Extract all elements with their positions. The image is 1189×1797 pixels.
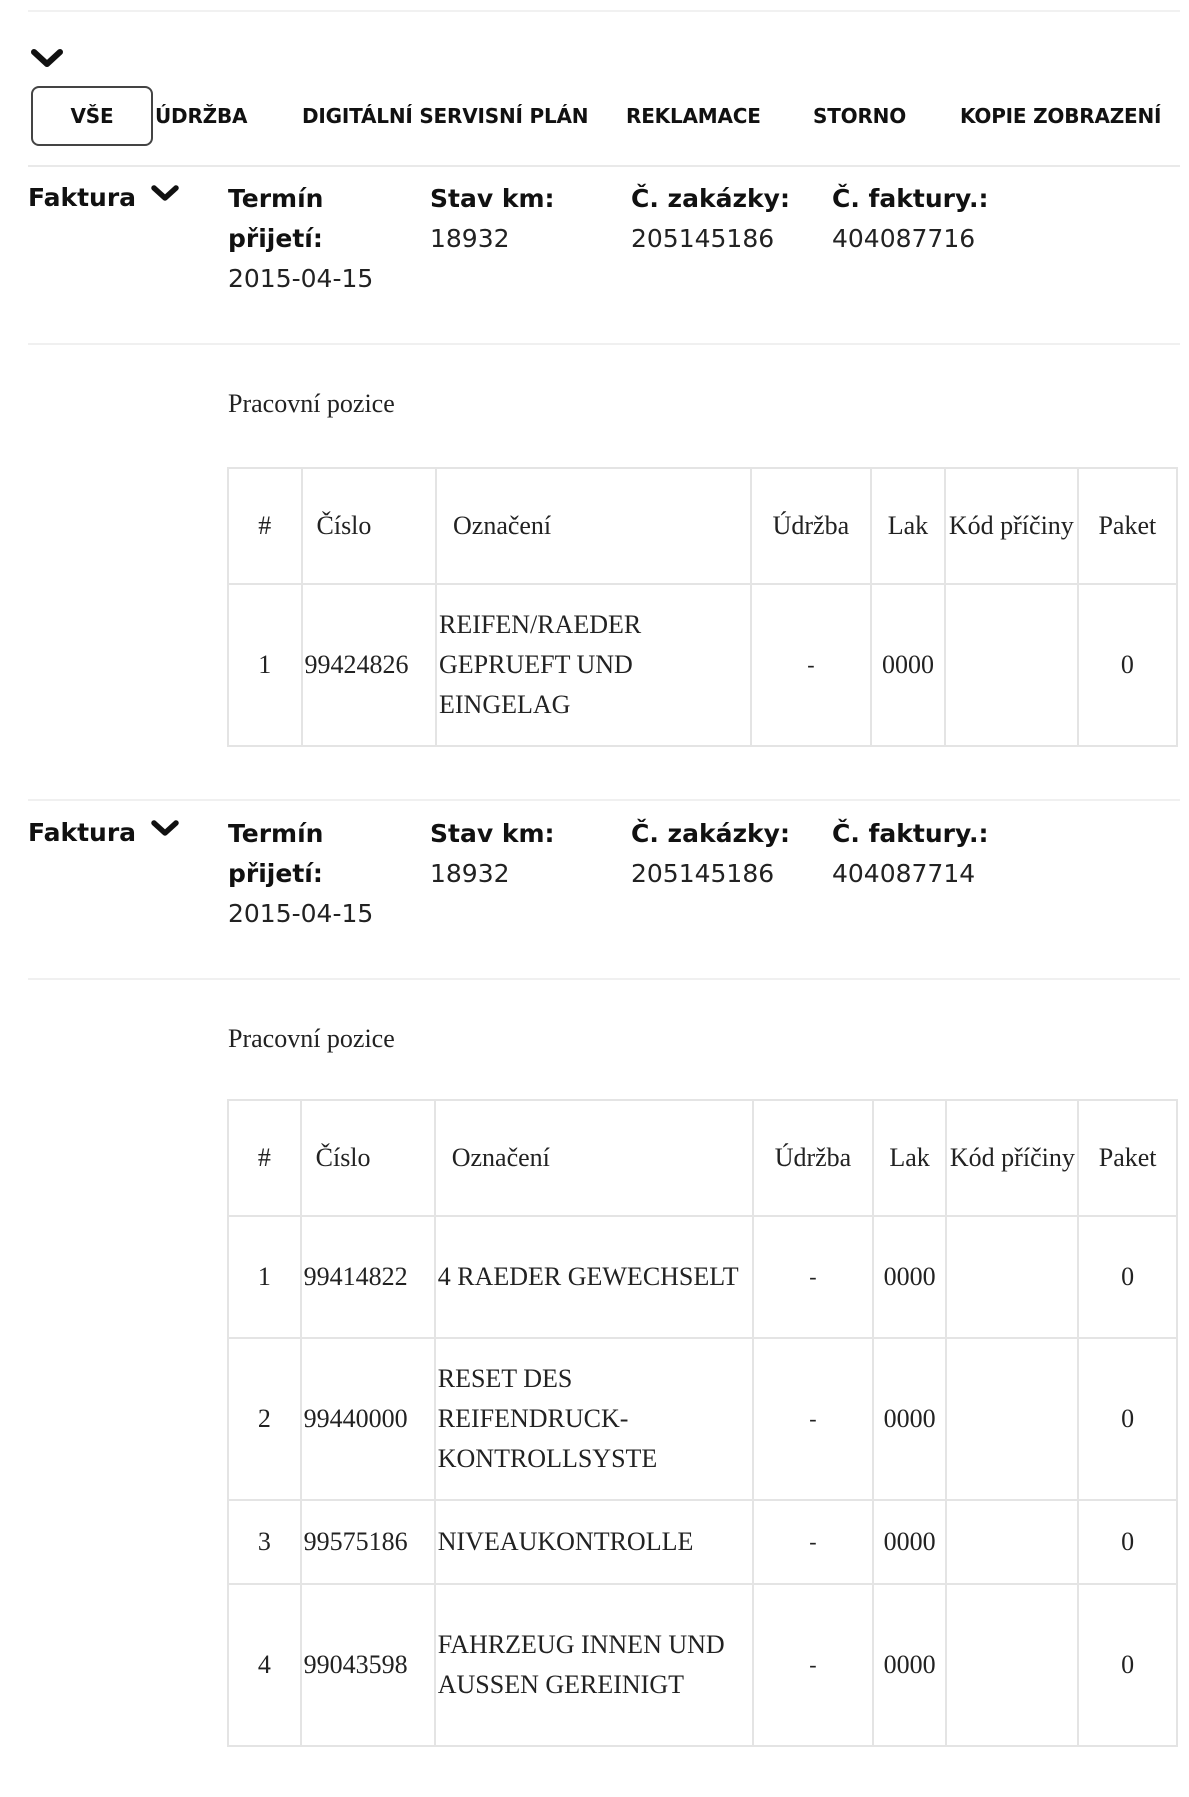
invoice-heading: Faktura xyxy=(28,818,137,847)
row-num: 1 xyxy=(228,1216,301,1338)
zakazka-value: 205145186 xyxy=(631,859,775,888)
faktura-label: Č. faktury.: xyxy=(832,819,989,848)
row-kod xyxy=(946,1216,1078,1338)
zakazka-label: Č. zakázky: xyxy=(631,184,790,213)
termin-label: Termín xyxy=(228,184,324,213)
col-header: Označení xyxy=(435,1100,753,1216)
row-lak: 0000 xyxy=(873,1338,947,1500)
tab-reklamace[interactable]: REKLAMACE xyxy=(626,104,761,128)
col-header: Lak xyxy=(871,468,945,584)
col-header: Údržba xyxy=(751,468,871,584)
col-header: # xyxy=(228,1100,301,1216)
row-paket: 0 xyxy=(1078,1500,1177,1584)
col-header: Označení xyxy=(436,468,751,584)
col-header: Číslo xyxy=(302,468,437,584)
row-paket: 0 xyxy=(1078,584,1177,746)
row-oznaceni: NIVEAUKONTROLLE xyxy=(435,1500,753,1584)
row-kod xyxy=(946,1500,1078,1584)
row-paket: 0 xyxy=(1078,1216,1177,1338)
col-header: Paket xyxy=(1078,1100,1177,1216)
row-oznaceni: RESET DES REIFENDRUCK-KONTROLLSYSTE xyxy=(435,1338,753,1500)
col-header: Údržba xyxy=(753,1100,872,1216)
faktura-value: 404087716 xyxy=(832,224,976,253)
row-paket: 0 xyxy=(1078,1338,1177,1500)
col-header: Kód příčiny xyxy=(946,1100,1078,1216)
col-header: Lak xyxy=(873,1100,947,1216)
col-header: Číslo xyxy=(301,1100,435,1216)
top-divider xyxy=(28,10,1180,12)
chevron-down-icon xyxy=(151,184,179,204)
filters-divider xyxy=(28,165,1180,167)
section-title: Pracovní pozice xyxy=(228,389,395,418)
row-oznaceni: REIFEN/RAEDER GEPRUEFT UND EINGELAG xyxy=(436,584,751,746)
termin-label: Termín xyxy=(228,819,324,848)
invoice-toggle[interactable] xyxy=(28,818,179,847)
tab-kopie-zobrazeni[interactable]: KOPIE ZOBRAZENÍ xyxy=(960,104,1162,128)
table-row xyxy=(228,1500,1177,1584)
tab-storno[interactable]: STORNO xyxy=(813,104,906,128)
zakazka-value: 205145186 xyxy=(631,224,775,253)
row-kod xyxy=(945,584,1078,746)
km-value: 18932 xyxy=(430,224,510,253)
km-label: Stav km: xyxy=(430,184,555,213)
row-num: 2 xyxy=(228,1338,301,1500)
termin-label-2: přijetí: xyxy=(228,859,323,888)
row-cislo: 99414822 xyxy=(301,1216,435,1338)
row-oznaceni: 4 RAEDER GEWECHSELT xyxy=(435,1216,753,1338)
filter-tabs xyxy=(28,86,1180,150)
row-num: 1 xyxy=(228,584,302,746)
tab-udrzba[interactable]: ÚDRŽBA xyxy=(155,104,248,128)
row-udrzba: - xyxy=(751,584,871,746)
row-kod xyxy=(946,1584,1078,1746)
section-divider xyxy=(28,343,1180,345)
row-lak: 0000 xyxy=(873,1500,947,1584)
row-cislo: 99575186 xyxy=(301,1500,435,1584)
cislo-faktury xyxy=(832,179,989,259)
col-header: Paket xyxy=(1078,468,1177,584)
table-row xyxy=(228,1216,1177,1338)
km-value: 18932 xyxy=(430,859,510,888)
termin-value: 2015-04-15 xyxy=(228,899,374,928)
row-udrzba: - xyxy=(753,1216,872,1338)
km-label: Stav km: xyxy=(430,819,555,848)
cislo-zakazky xyxy=(631,179,790,259)
row-udrzba: - xyxy=(753,1584,872,1746)
positions-table xyxy=(227,1099,1178,1747)
chevron-down-icon[interactable] xyxy=(31,48,63,70)
faktura-value: 404087714 xyxy=(832,859,976,888)
cislo-zakazky xyxy=(631,814,790,894)
termin-value: 2015-04-15 xyxy=(228,264,374,293)
row-kod xyxy=(946,1338,1078,1500)
table-row xyxy=(228,584,1177,746)
cislo-faktury xyxy=(832,814,989,894)
col-header: Kód příčiny xyxy=(945,468,1078,584)
row-paket: 0 xyxy=(1078,1584,1177,1746)
section-title: Pracovní pozice xyxy=(228,1024,395,1053)
table-row xyxy=(228,1584,1177,1746)
row-cislo: 99424826 xyxy=(302,584,437,746)
zakazka-label: Č. zakázky: xyxy=(631,819,790,848)
row-lak: 0000 xyxy=(871,584,945,746)
row-lak: 0000 xyxy=(873,1584,947,1746)
stav-km xyxy=(430,179,555,259)
table-header-row xyxy=(228,468,1177,584)
invoice-heading: Faktura xyxy=(28,183,137,212)
tab-digitalni-servisni-plan[interactable]: DIGITÁLNÍ SERVISNÍ PLÁN xyxy=(302,104,589,128)
termin-label-2: přijetí: xyxy=(228,224,323,253)
table-header-row xyxy=(228,1100,1177,1216)
faktura-label: Č. faktury.: xyxy=(832,184,989,213)
invoice-divider xyxy=(28,799,1180,801)
termin-prijeti xyxy=(228,814,373,934)
row-cislo: 99043598 xyxy=(301,1584,435,1746)
stav-km xyxy=(430,814,555,894)
row-num: 4 xyxy=(228,1584,301,1746)
termin-prijeti xyxy=(228,179,373,299)
row-cislo: 99440000 xyxy=(301,1338,435,1500)
row-udrzba: - xyxy=(753,1500,872,1584)
row-oznaceni: FAHRZEUG INNEN UND AUSSEN GEREINIGT xyxy=(435,1584,753,1746)
col-header: # xyxy=(228,468,302,584)
chevron-down-icon xyxy=(151,819,179,839)
section-divider xyxy=(28,978,1180,980)
tab-vse[interactable]: VŠE xyxy=(31,86,153,146)
row-num: 3 xyxy=(228,1500,301,1584)
row-udrzba: - xyxy=(753,1338,872,1500)
positions-table xyxy=(227,467,1178,747)
table-row xyxy=(228,1338,1177,1500)
row-lak: 0000 xyxy=(873,1216,947,1338)
invoice-toggle[interactable] xyxy=(28,183,179,212)
